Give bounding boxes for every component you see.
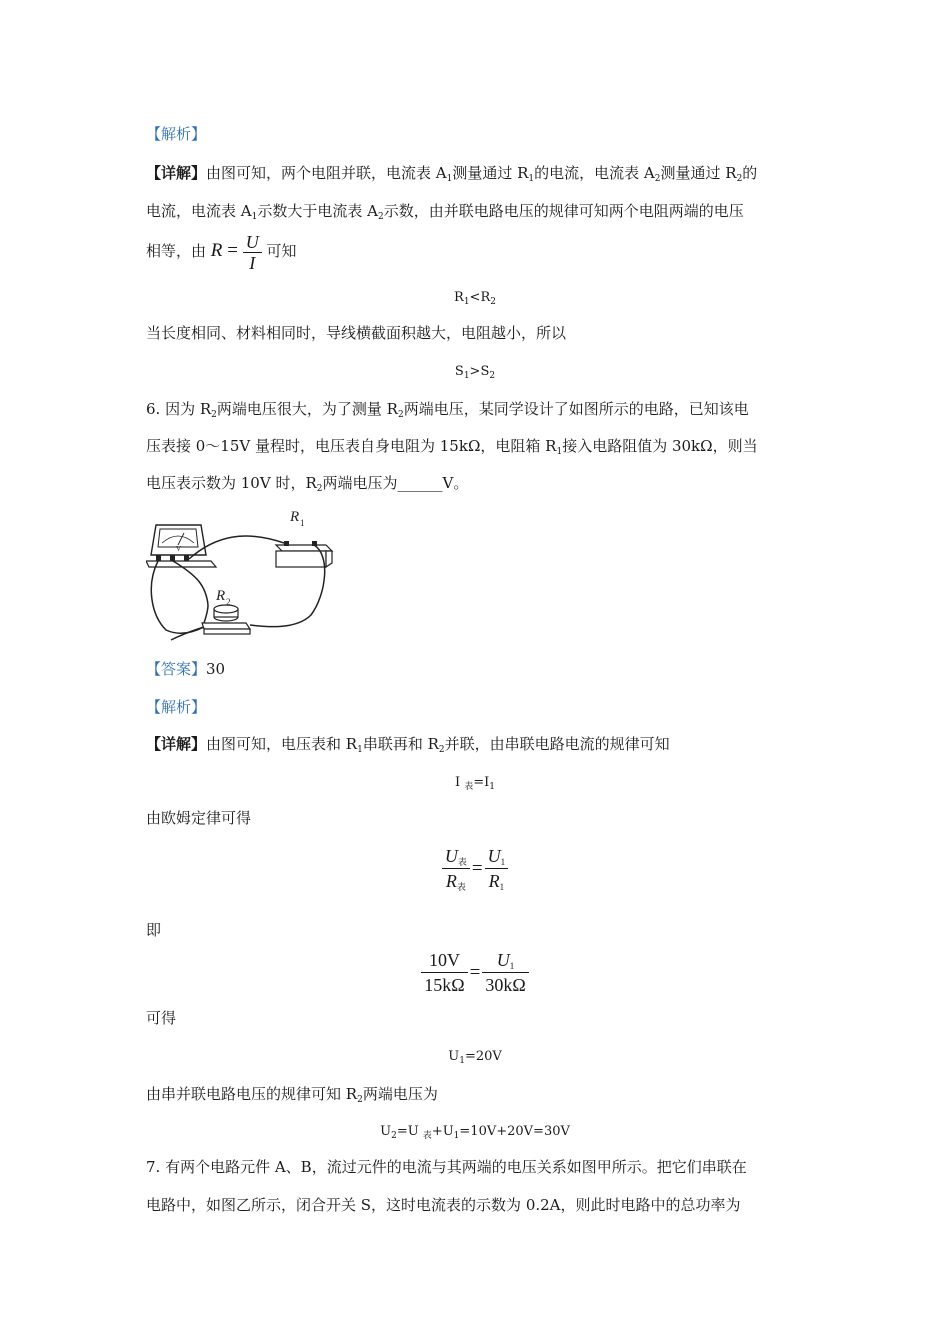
q6-line-1: 6. 因为 $R_2$两端电压很大，为了测量 $R_2$两端电压，某同学设计了如图所示的电路，已知该电 bbox=[146, 400, 749, 420]
circuit-figure bbox=[146, 505, 338, 645]
r1-label: R bbox=[290, 509, 300, 525]
eq-r1-r2: $R_1<R_2$ bbox=[454, 290, 496, 307]
answer-label: 【答案】 bbox=[146, 660, 207, 678]
answer-value: 30 bbox=[206, 660, 226, 678]
r1-sub: 1 bbox=[300, 518, 305, 528]
q6-answer bbox=[146, 659, 225, 679]
q6-line-2: 压表接 0～15V 量程时，电压表自身电阻为 15kΩ，电阻箱 $R_1$接入电路阻值为 30kΩ，则当 bbox=[146, 437, 758, 457]
jiexi-label-1: 【解析】 bbox=[146, 125, 207, 143]
detail-label-1: 【详解】 bbox=[146, 164, 207, 182]
eq-u1: $U_1=20V$ bbox=[448, 1049, 502, 1066]
resistor-r2-icon bbox=[202, 605, 250, 634]
jiexi-label-2: 【解析】 bbox=[146, 698, 207, 716]
formula-numeric-ratio: $\frac{10V}{15k\Omega}$ = $\frac{U_1}{30k\Omega}$ bbox=[0, 948, 950, 997]
ohm-text: 由欧姆定律可得 bbox=[146, 809, 252, 827]
voltmeter-label: V bbox=[176, 545, 182, 553]
q7-line-2: 电路中，如图乙所示，闭合开关 S，这时电流表的示数为 0.2A，则此时电路中的总功率为 bbox=[146, 1196, 741, 1214]
r2-label: R bbox=[216, 588, 226, 604]
fraction-u-over-i: $\frac{U}{I}$ bbox=[243, 232, 262, 273]
eq-current: I $_表=I_1$ bbox=[454, 775, 496, 792]
detail-label-2: 【详解】 bbox=[146, 735, 207, 753]
formula-ohm-ratio: $\frac{U_表}{R_表}$ = $\frac{U_1}{R_1}$ bbox=[0, 844, 950, 893]
detail-line-2: 电流，电流表 $A_1$示数大于电流表 $A_2$示数，由并联电路电压的规律可知两个电阻两端的电压 bbox=[146, 202, 744, 222]
detail-line-1: 【详解】由图可知，两个电阻并联，电流表 $A_1$测量通过 $R_1$的电流，电流表 $A_2$测量通过 $R_2$的 bbox=[146, 164, 758, 184]
detail-line-3: 相等，由 R = $\frac{U}{I}$ 可知 bbox=[146, 231, 297, 273]
eq-s1-s2: $S_1>S_2$ bbox=[454, 364, 496, 381]
q6-line-3: 电压表示数为 10V 时，$R_2$两端电压为______V。 bbox=[146, 474, 469, 494]
formula-r: R bbox=[210, 240, 223, 261]
voltmeter-icon bbox=[146, 525, 216, 567]
detail-line-4: 当长度相同、材料相同时，导线横截面积越大，电阻越小，所以 bbox=[146, 324, 567, 342]
ji-text: 即 bbox=[146, 921, 162, 939]
q7-line-1: 7. 有两个电路元件 A、B，流过元件的电流与其两端的电压关系如图甲所示。把它们串联在 bbox=[146, 1158, 747, 1176]
kede-text: 可得 bbox=[146, 1009, 177, 1027]
q6-detail: 【详解】由图可知，电压表和 $R_1$串联再和 $R_2$并联，由串联电路电流的规律可知 bbox=[146, 735, 670, 755]
series-text: 由串并联电路电压的规律可知 $R_2$两端电压为 bbox=[146, 1085, 438, 1105]
eq-u2: $U_2=U$ $_表+U_1=10V+20V=30V$ bbox=[380, 1124, 570, 1141]
r2-sub: 2 bbox=[226, 597, 231, 607]
